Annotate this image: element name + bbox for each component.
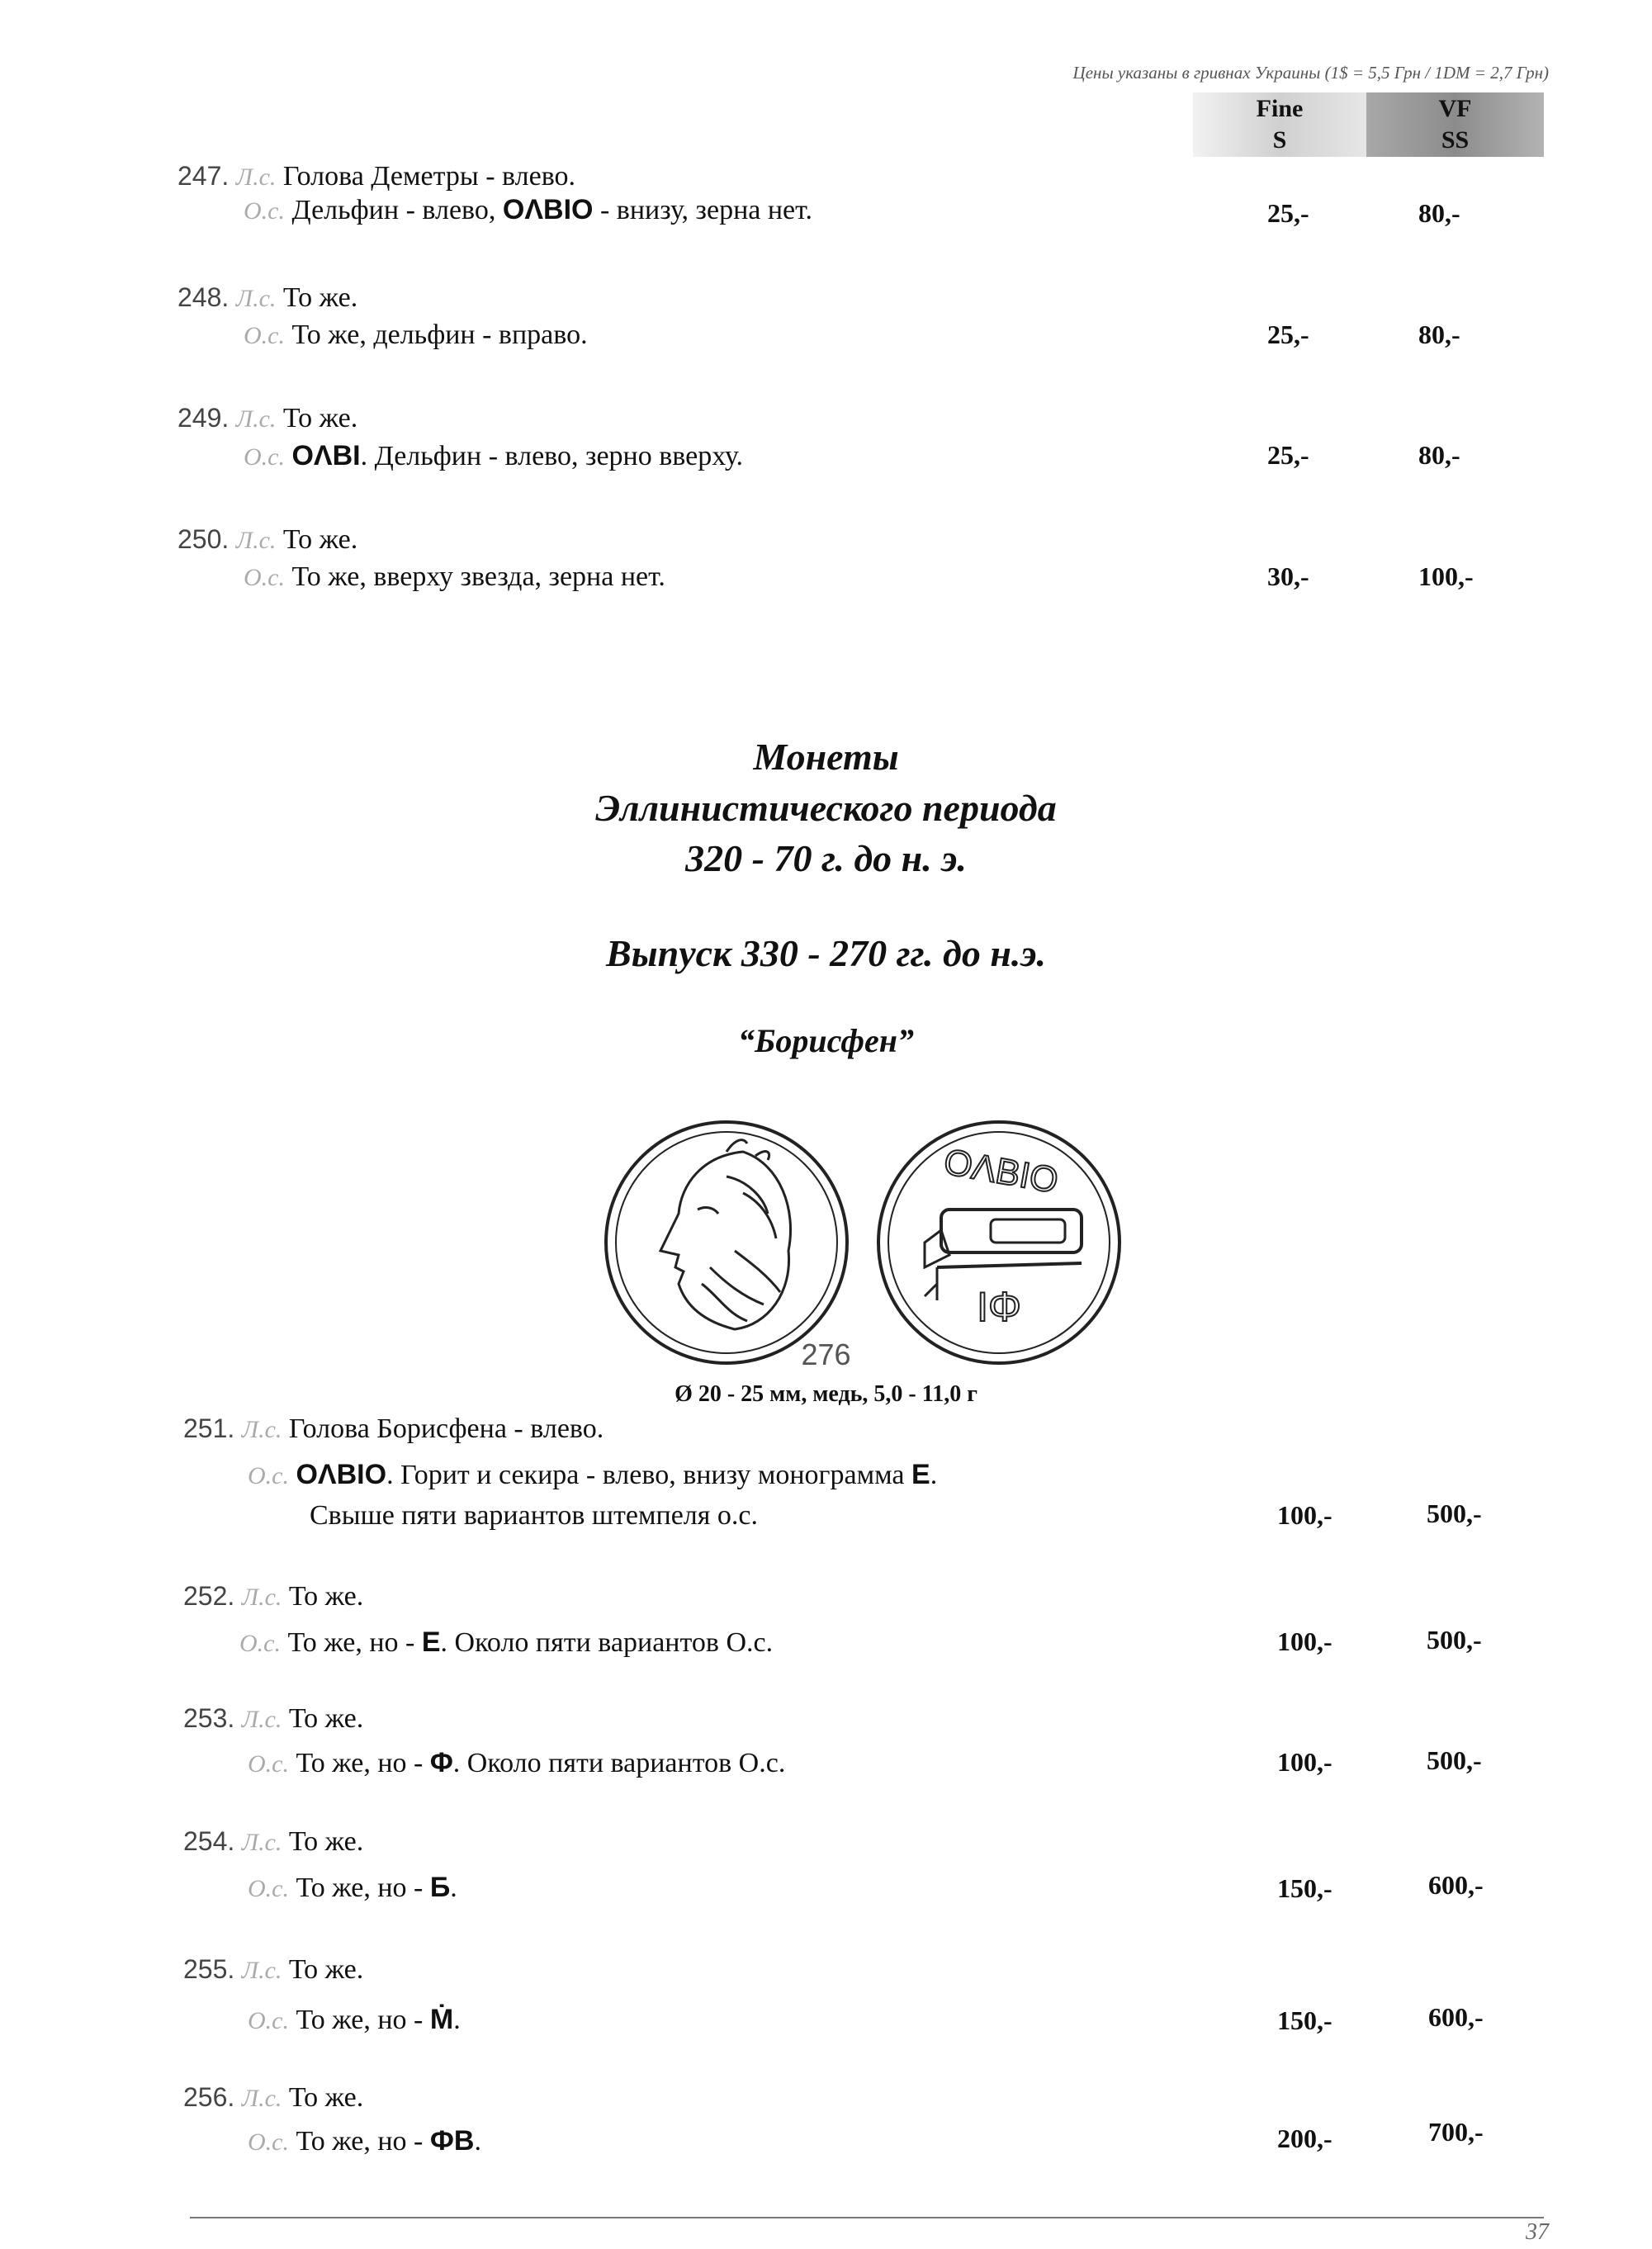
reverse-text-end: . — [474, 2126, 481, 2157]
grade-fine-label: Fine — [1256, 95, 1304, 122]
reverse-text-end: . Около пяти вариантов О.с. — [440, 1627, 774, 1658]
coin-reverse-drawing — [875, 1119, 1123, 1366]
grade-header-fine — [1193, 92, 1366, 157]
entry-obverse — [178, 161, 575, 192]
entry-obverse — [183, 1826, 363, 1858]
entry-reverse — [239, 1626, 773, 1659]
reverse-label: О.с. — [248, 1875, 289, 1902]
entry-number: 249. — [178, 403, 230, 433]
section-subtitle: Эллинистического периода — [595, 787, 1057, 829]
obverse-label: Л.с. — [241, 1957, 282, 1984]
price-vf: 80,- — [1418, 440, 1460, 470]
reverse-text: То же, но - — [296, 2126, 430, 2157]
reverse-label: О.с. — [244, 322, 285, 349]
entry-reverse — [248, 2004, 461, 2036]
reverse-text: То же, но - — [296, 2005, 430, 2035]
obverse-label: Л.с. — [235, 405, 277, 433]
monogram: Ε — [911, 1459, 930, 1490]
obverse-text: Голова Борисфена - влево. — [288, 1413, 604, 1444]
footer-rule — [190, 2217, 1544, 2218]
obverse-label: Л.с. — [241, 1829, 282, 1856]
price-vf: 100,- — [1418, 561, 1474, 591]
reverse-label: О.с. — [248, 2128, 289, 2156]
monogram: Ε — [421, 1626, 441, 1658]
entry-number: 256. — [183, 2082, 235, 2112]
entry-number: 255. — [183, 1954, 235, 1984]
obverse-text: То же. — [288, 2082, 364, 2113]
price-fine: 25,- — [1267, 440, 1309, 470]
obverse-text: То же. — [288, 1954, 364, 1985]
price-vf: 600,- — [1428, 2002, 1484, 2032]
reverse-text-end: . — [453, 2005, 461, 2035]
reverse-label: О.с. — [248, 1750, 289, 1778]
price-fine: 100,- — [1277, 1747, 1332, 1777]
obverse-label: Л.с. — [235, 163, 277, 191]
legend-text: ОΛBIO — [502, 194, 594, 225]
reverse-text: То же, но - — [296, 1873, 430, 1903]
price-note: Цены указаны в гривнах Украины (1$ = 5,5 Грн / 1DM = 2,7 Грн) — [1072, 63, 1549, 83]
reverse-label: О.с. — [244, 197, 285, 225]
monogram: Ṁ — [429, 2004, 454, 2035]
entry-number: 251. — [183, 1413, 235, 1443]
coin-monogram: ΙΦ — [977, 1284, 1021, 1330]
issue-title: Выпуск 330 - 270 гг. до н.э. — [606, 932, 1046, 974]
reverse-text: . Горит и секира - влево, внизу монограмма — [386, 1460, 911, 1490]
obverse-label: Л.с. — [235, 527, 277, 554]
price-fine: 150,- — [1277, 2005, 1332, 2035]
entry-obverse — [183, 1954, 363, 1986]
coin-legend: ОΛBIO — [940, 1141, 1062, 1201]
entry-obverse — [178, 403, 357, 434]
entry-obverse — [183, 1413, 604, 1445]
obverse-text: То же. — [288, 1826, 364, 1857]
entry-obverse — [183, 1703, 363, 1735]
monogram: Φ — [429, 1747, 453, 1778]
obverse-text: То же. — [282, 524, 358, 555]
obverse-text: То же. — [282, 403, 358, 433]
price-vf: 600,- — [1428, 1870, 1484, 1900]
price-vf: 500,- — [1427, 1745, 1482, 1775]
price-fine: 100,- — [1277, 1626, 1332, 1656]
entry-reverse — [248, 1872, 457, 1904]
obverse-label: Л.с. — [241, 1584, 282, 1611]
obverse-text: То же. — [288, 1581, 364, 1612]
entry-reverse — [244, 561, 665, 593]
entry-number: 248. — [178, 282, 230, 312]
price-vf: 700,- — [1428, 2117, 1484, 2147]
price-fine: 200,- — [1277, 2124, 1332, 2153]
entry-obverse — [178, 524, 357, 556]
price-fine: 30,- — [1267, 561, 1309, 591]
obverse-text: То же. — [288, 1703, 364, 1734]
obverse-label: Л.с. — [235, 285, 277, 312]
entry-number: 254. — [183, 1826, 235, 1856]
reverse-text: . Дельфин - влево, зерно вверху. — [360, 441, 744, 471]
price-fine: 100,- — [1277, 1500, 1332, 1530]
reverse-text: То же, дельфин - вправо. — [291, 320, 588, 350]
monogram: ФВ — [429, 2125, 475, 2157]
entry-obverse — [183, 1581, 363, 1612]
reverse-text: То же, вверху звезда, зерна нет. — [291, 561, 665, 592]
grade-vf-label: VF — [1438, 95, 1472, 122]
reverse-label: О.с. — [248, 1462, 289, 1489]
entry-number: 250. — [178, 524, 230, 554]
reverse-label: О.с. — [244, 443, 285, 471]
section-title: Монеты — [753, 736, 899, 778]
reverse-label: О.с. — [239, 1630, 281, 1657]
price-fine: 25,- — [1267, 198, 1309, 228]
legend-text: ОΛBI — [291, 440, 361, 471]
figure-number: 276 — [801, 1338, 851, 1371]
reverse-text-end: . Около пяти вариантов О.с. — [452, 1748, 786, 1778]
reverse-text-end: - внизу, зерна нет. — [593, 195, 812, 225]
section-period: 320 - 70 г. до н. э. — [685, 837, 967, 879]
entry-reverse — [248, 1747, 785, 1779]
entry-obverse — [183, 2082, 363, 2114]
coin-name: “Борисфен” — [737, 1022, 914, 1059]
grade-header-vf — [1366, 92, 1544, 157]
entry-reverse — [244, 194, 812, 226]
entry-note: Свыше пяти вариантов штемпеля о.с. — [310, 1500, 759, 1531]
entry-number: 247. — [178, 161, 230, 191]
price-fine: 25,- — [1267, 320, 1309, 349]
entry-number: 253. — [183, 1703, 235, 1733]
coin-obverse-drawing — [603, 1119, 850, 1366]
reverse-label: О.с. — [244, 564, 285, 591]
reverse-text-end: . — [450, 1873, 457, 1903]
entry-number: 252. — [183, 1581, 235, 1611]
monogram: Б — [429, 1872, 451, 1903]
price-fine: 150,- — [1277, 1873, 1332, 1903]
obverse-label: Л.с. — [241, 2085, 282, 2112]
entry-reverse — [244, 320, 588, 351]
price-vf: 500,- — [1427, 1625, 1482, 1655]
entry-reverse — [248, 1459, 937, 1491]
reverse-text: Дельфин - влево, — [291, 195, 503, 225]
legend-text: ОΛBIO — [296, 1459, 387, 1490]
reverse-text-end: . — [930, 1460, 938, 1490]
obverse-text: То же. — [282, 282, 358, 313]
page-number: 37 — [1526, 2219, 1549, 2245]
entry-reverse — [248, 2125, 481, 2157]
entry-reverse — [244, 440, 743, 472]
reverse-text: То же, но - — [296, 1748, 430, 1778]
price-vf: 500,- — [1427, 1499, 1482, 1528]
obverse-label: Л.с. — [241, 1706, 282, 1733]
reverse-text: То же, но - — [287, 1627, 422, 1658]
coin-specs: Ø 20 - 25 мм, медь, 5,0 - 11,0 г — [675, 1381, 977, 1407]
price-vf: 80,- — [1418, 198, 1460, 228]
obverse-text: Голова Деметры - влево. — [282, 161, 576, 192]
obverse-label: Л.с. — [241, 1416, 282, 1443]
reverse-label: О.с. — [248, 2007, 289, 2034]
grade-ss-label: SS — [1441, 126, 1470, 154]
grade-s-label: S — [1272, 126, 1287, 154]
price-vf: 80,- — [1418, 320, 1460, 349]
entry-obverse — [178, 282, 357, 314]
